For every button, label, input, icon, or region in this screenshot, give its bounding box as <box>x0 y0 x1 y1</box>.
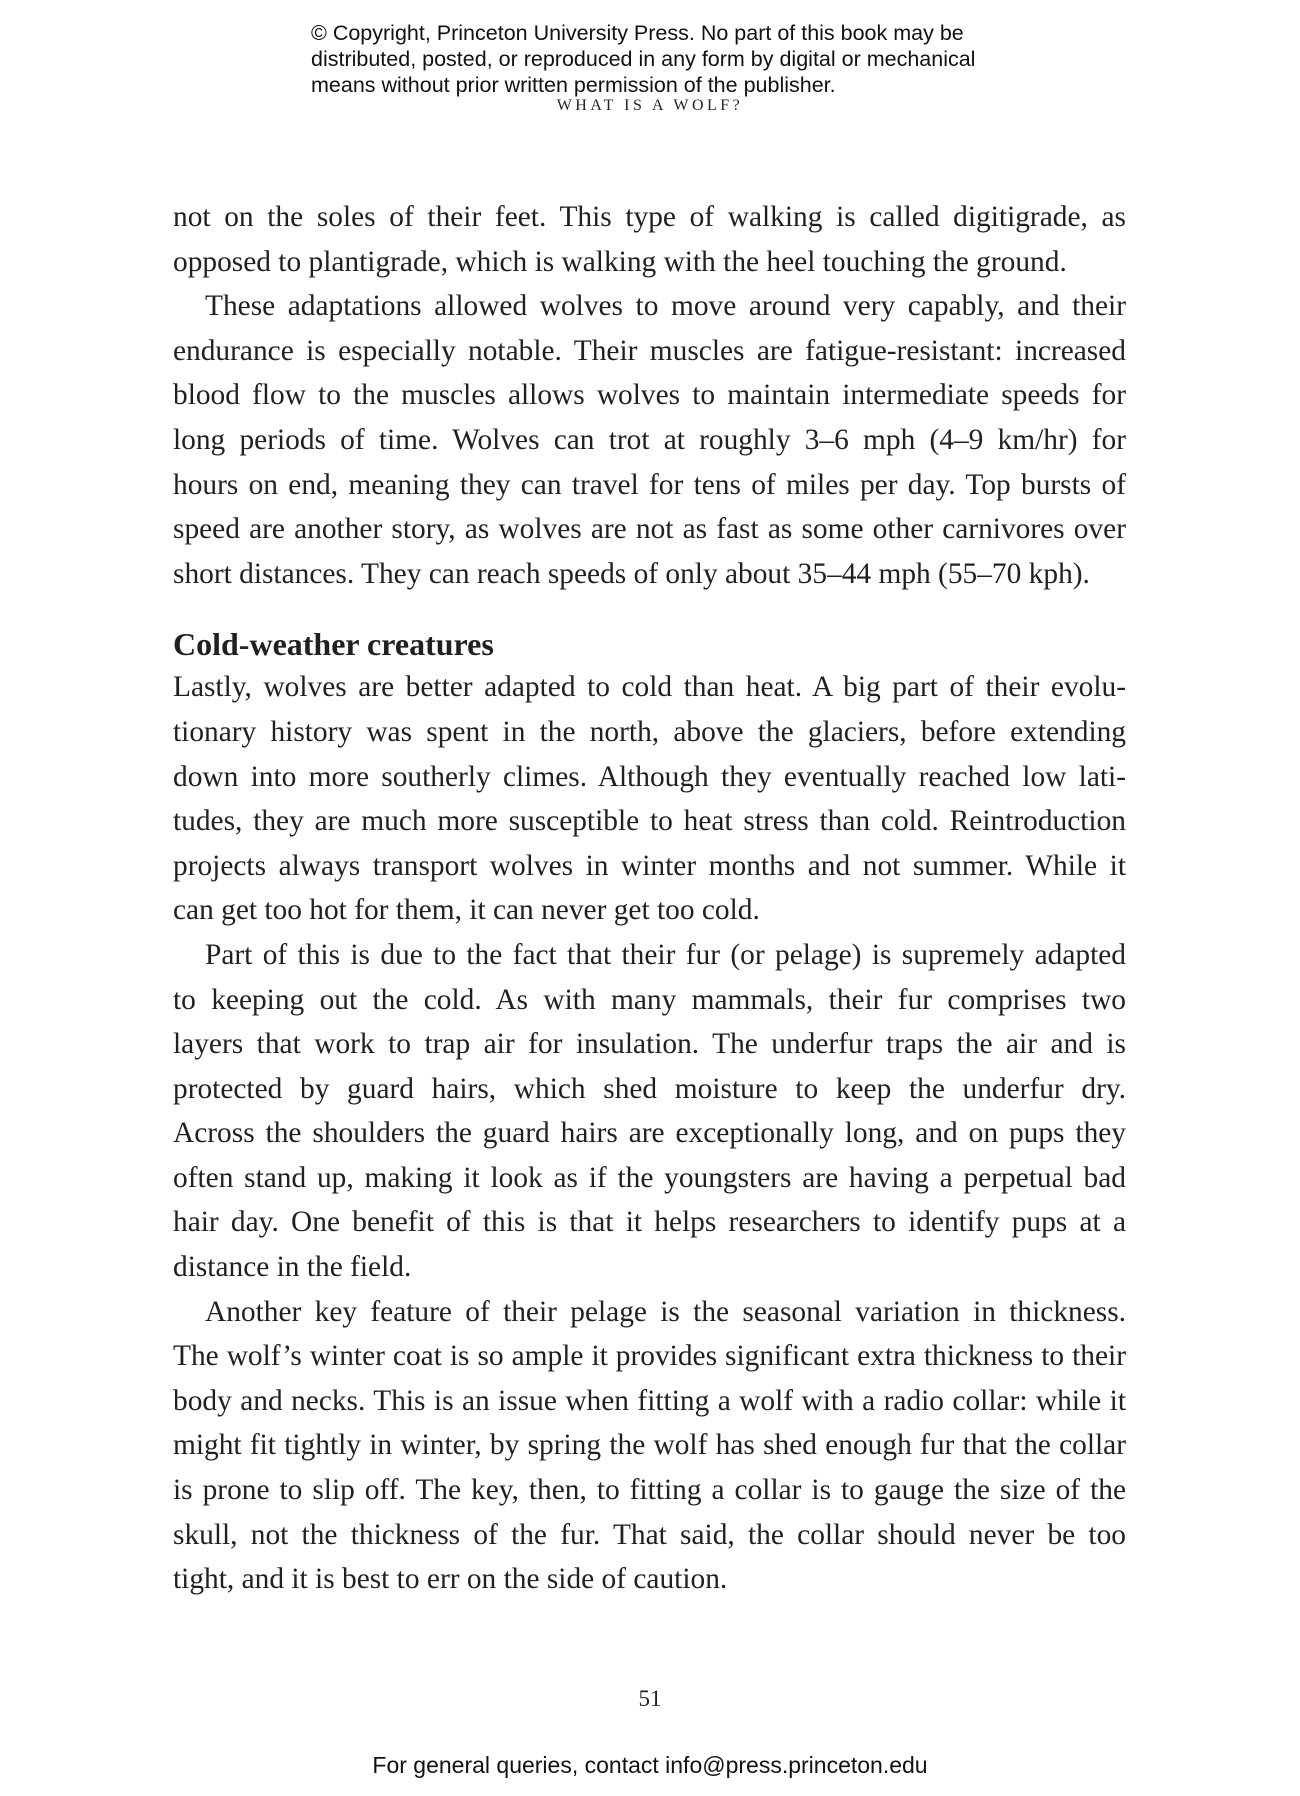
copyright-line: means without prior written permission of the publisher. <box>311 73 836 97</box>
paragraph-fur <box>173 933 1126 1290</box>
text-line: layers that work to trap air for insulation. The underfur traps the air and is <box>173 1028 1126 1061</box>
text-line: is prone to slip off. The key, then, to fitting a collar is to gauge the size of the <box>173 1474 1126 1507</box>
text-line: hours on end, meaning they can travel for tens of miles per day. Top bursts of <box>173 468 1126 501</box>
text-line: can get too hot for them, it can never get too cold. <box>173 894 760 927</box>
text-line: often stand up, making it look as if the youngsters are having a perpetual bad <box>173 1161 1126 1194</box>
paragraph-adaptations <box>173 284 1126 596</box>
page-number: 51 <box>638 1686 662 1711</box>
section-heading: Cold-weather creatures <box>173 626 494 663</box>
text-line: to keeping out the cold. As with many mammals, their fur comprises two <box>173 983 1126 1016</box>
copyright-notice <box>311 20 1031 98</box>
text-line: blood flow to the muscles allows wolves to maintain intermediate speeds for <box>173 379 1126 412</box>
paragraph-cold-adaptation <box>173 665 1126 933</box>
text-line: distance in the field. <box>173 1251 412 1284</box>
footer-contact: For general queries, contact info@press.princeton.edu <box>372 1752 928 1778</box>
copyright-line: © Copyright, Princeton University Press. No part of this book may be <box>311 21 964 45</box>
text-line: tudes, they are much more susceptible to heat stress than cold. Reintroduction <box>173 805 1126 838</box>
text-line: Another key feature of their pelage is the seasonal variation in thickness. <box>205 1295 1126 1328</box>
running-head: WHAT IS A WOLF? <box>556 97 744 114</box>
text-line: hair day. One benefit of this is that it helps researchers to identify pups at a <box>173 1206 1126 1239</box>
copyright-line: distributed, posted, or reproduced in any form by digital or mechanical <box>311 47 976 71</box>
body-text <box>173 195 1126 1602</box>
text-line: short distances. They can reach speeds of only about 35–44 mph (55–70 kph). <box>173 557 1090 590</box>
text-line: Part of this is due to the fact that their fur (or pelage) is supremely adapted <box>205 938 1126 971</box>
text-line: skull, not the thickness of the fur. That said, the collar should never be too <box>173 1518 1126 1551</box>
text-line: protected by guard hairs, which shed moisture to keep the underfur dry. <box>173 1072 1126 1105</box>
paragraph-pelage <box>173 1290 1126 1602</box>
text-line: not on the soles of their feet. This type of walking is called digitigrade, as <box>173 201 1126 233</box>
text-line: The wolf’s winter coat is so ample it provides significant extra thickness to their <box>173 1340 1126 1373</box>
text-line: tionary history was spent in the north, above the glaciers, before extending <box>173 715 1126 748</box>
text-line: tight, and it is best to err on the side of caution. <box>173 1563 728 1596</box>
text-line: Across the shoulders the guard hairs are exceptionally long, and on pups they <box>173 1117 1126 1150</box>
text-line: speed are another story, as wolves are not as fast as some other carnivores over <box>173 513 1126 546</box>
text-line: might fit tightly in winter, by spring the wolf has shed enough fur that the collar <box>173 1429 1126 1462</box>
text-line: Lastly, wolves are better adapted to cold than heat. A big part of their evolu- <box>173 671 1126 704</box>
text-line: projects always transport wolves in winter months and not summer. While it <box>173 849 1126 882</box>
text-line: down into more southerly climes. Although they eventually reached low lati- <box>173 760 1126 793</box>
text-line: body and necks. This is an issue when fitting a wolf with a radio collar: while it <box>173 1384 1126 1417</box>
paragraph-continued <box>173 195 1126 284</box>
text-line: endurance is especially notable. Their muscles are fatigue-resistant: increased <box>173 334 1126 367</box>
text-line: opposed to plantigrade, which is walking with the heel touching the ground. <box>173 245 1067 278</box>
text-line: long periods of time. Wolves can trot at roughly 3–6 mph (4–9 km/hr) for <box>173 423 1126 456</box>
text-line: These adaptations allowed wolves to move around very capably, and their <box>205 290 1126 323</box>
